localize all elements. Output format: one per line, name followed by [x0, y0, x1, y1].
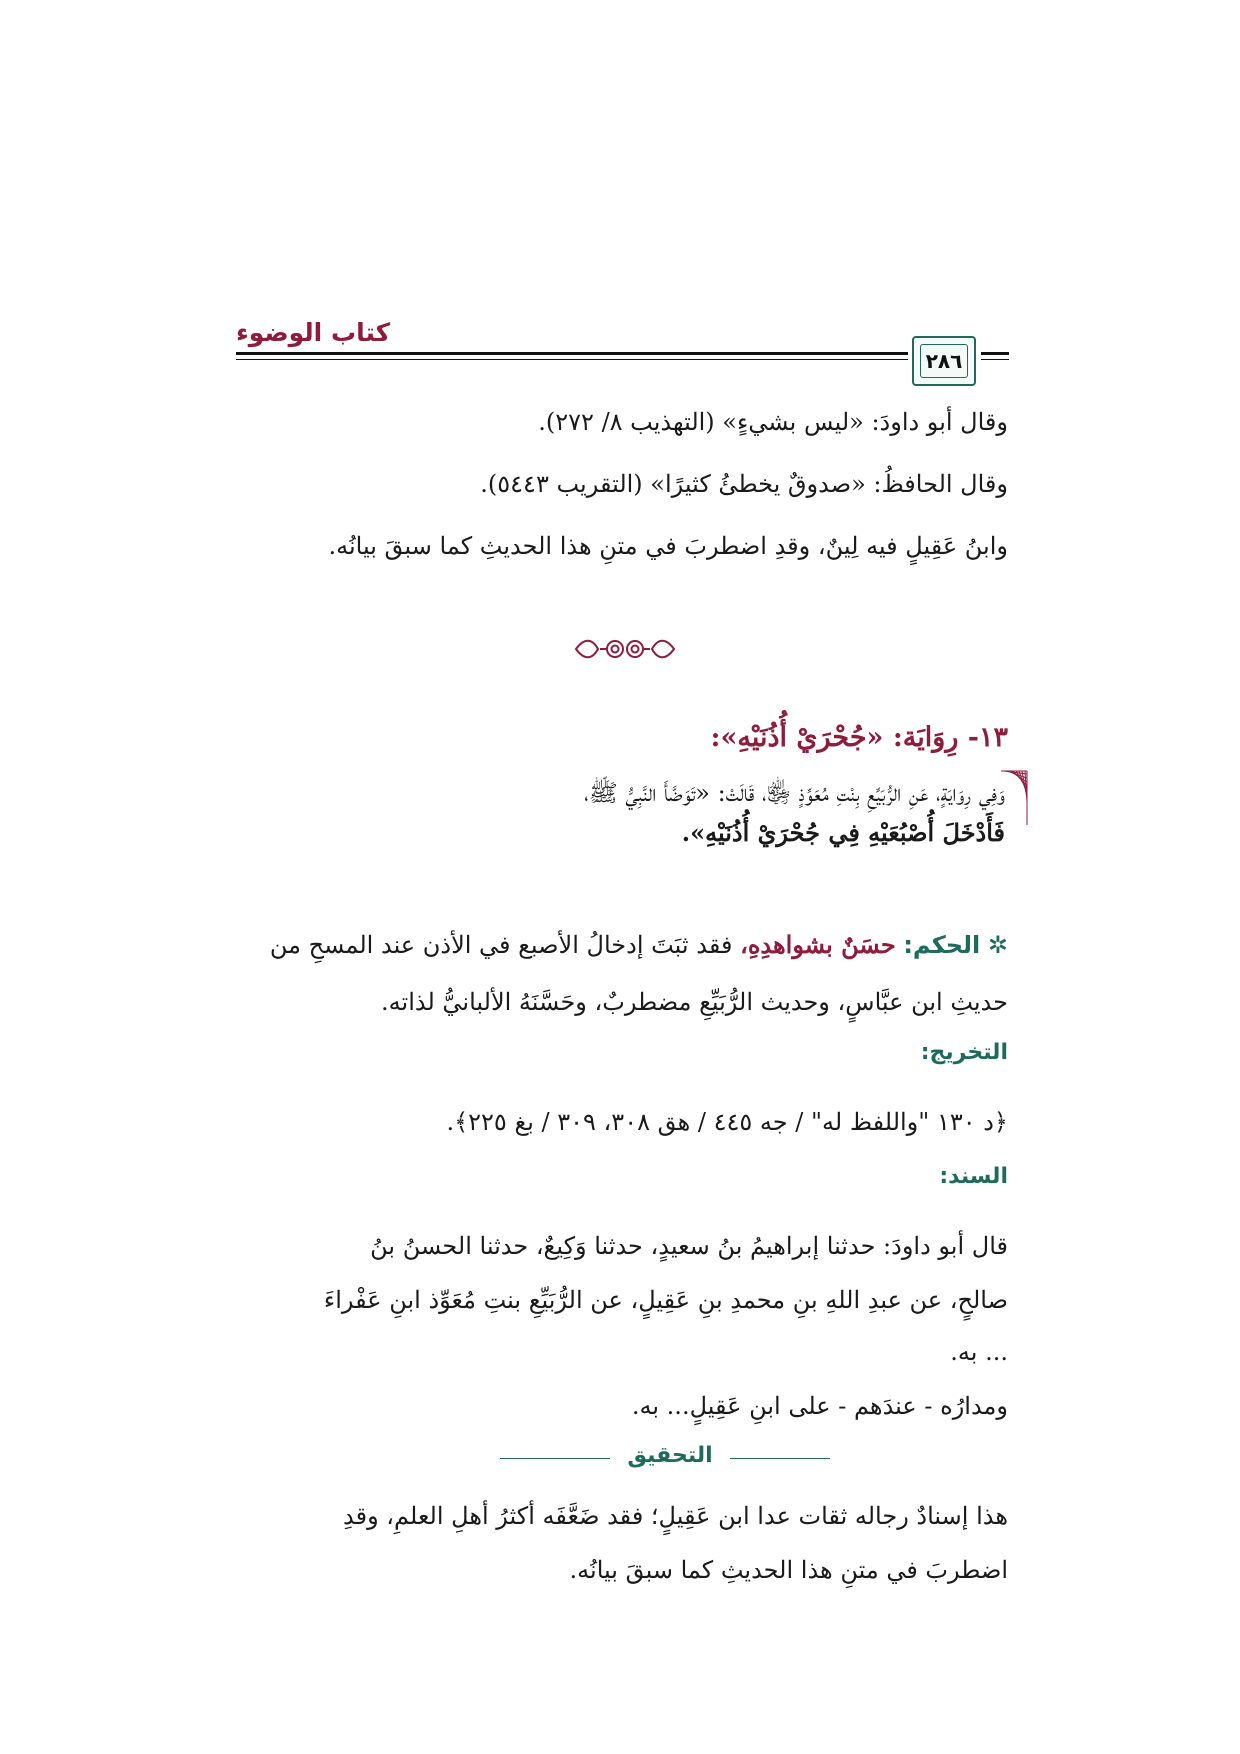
- sanad-line: صالحٍ، عن عبدِ اللهِ بنِ محمدِ بنِ عَقِيلٍ، عن الرُّبَيِّعِ بنتِ مُعَوِّذ ابنِ عَفْراءَ: [323, 1286, 1008, 1314]
- tahqiq-heading: التحقيق: [627, 1443, 713, 1468]
- section-title: ١٣- رِوَايَة: «جُحْرَيْ أُذُنَيْهِ»:: [710, 722, 1008, 753]
- hukm-line: [270, 930, 1008, 959]
- tahqiq-line: اضطربَ في متنِ هذا الحديثِ كما سبقَ بيانُه.: [569, 1556, 1008, 1584]
- gear-icon: ✲: [987, 931, 1008, 959]
- sanad-line: ومدارُه - عندَهم - على ابنِ عَقِيلٍ... به.: [631, 1392, 1008, 1420]
- page-number: ٢٨٦: [920, 344, 968, 378]
- hadith-line: فَأَدْخَلَ أُصْبُعَيْهِ فِي جُحْرَيْ أُذُنَيْهِ».: [681, 818, 1005, 847]
- page-number-badge: [912, 336, 976, 386]
- hukm-value: حسَنٌ بشواهدِهِ،: [740, 930, 896, 959]
- tahqiq-line: هذا إسنادٌ رجاله ثقات عدا ابن عَقِيلٍ؛ فقد ضَعَّفَه أكثرُ أهلِ العلمِ، وقدِ: [343, 1502, 1008, 1530]
- hukm-line-2: حديثِ ابن عبَّاسٍ، وحديث الرُّبَيِّعِ مضطربٌ، وحَسَّنَهُ الألبانيُّ لذاته.: [381, 988, 1008, 1016]
- hukm-text: فقد ثبَتَ إدخالُ الأصبع في الأذن عند المسحِ من: [269, 931, 733, 959]
- takhrij-heading: التخريج:: [920, 1040, 1008, 1065]
- header-rule-right: [981, 352, 1009, 360]
- tahqiq-divider: [500, 1443, 830, 1473]
- text-line: وابنُ عَقِيلٍ فيه لِينٌ، وقدِ اضطربَ في متنِ هذا الحديثِ كما سبقَ بيانُه.: [328, 532, 1008, 560]
- divider-rule: [500, 1458, 610, 1459]
- sanad-heading: السند:: [939, 1164, 1008, 1189]
- takhrij-text: ﴿د ١٣٠ "واللفظ له" / جه ٤٤٥ / هق ٣٠٨، ٣٠٩ / بغ ٢٢٥﴾.: [446, 1108, 1008, 1136]
- divider-rule: [730, 1458, 830, 1459]
- header-rule: [236, 352, 908, 360]
- sanad-line: ... به.: [950, 1338, 1008, 1366]
- ornament-divider: [570, 632, 680, 666]
- book-title: كتاب الوضوء: [236, 318, 391, 347]
- text-line: وقال أبو داودَ: «ليس بشيءٍ» (التهذيب ٨/ ٢٧٢).: [538, 408, 1008, 436]
- hukm-label: الحكم:: [903, 931, 981, 959]
- hadith-line: وَفِي رِوَايَةٍ، عَنِ الرُّبَيِّعِ بِنْتِ مُعَوِّذٍ ﵂، قَالَتْ: «تَوَضَّأَ النَّبِيُّ ﷺ،: [584, 779, 1005, 807]
- sanad-line: قال أبو داودَ: حدثنا إبراهيمُ بنُ سعيدٍ، حدثنا وَكِيعٌ، حدثنا الحسنُ بنُ: [370, 1232, 1008, 1260]
- text-line: وقال الحافظُ: «صدوقٌ يخطئُ كثيرًا» (التقريب ٥٤٤٣).: [480, 470, 1008, 498]
